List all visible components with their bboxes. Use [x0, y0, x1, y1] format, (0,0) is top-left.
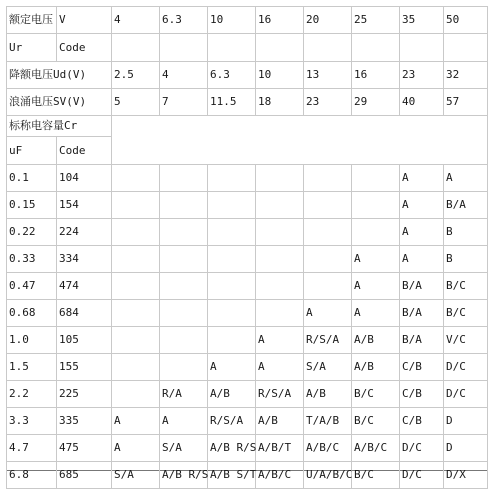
derated-voltage-value: 32 [444, 62, 488, 89]
case-size-cell: A/B [304, 381, 352, 408]
case-size-cell [256, 273, 304, 300]
case-size-cell: A/B R/S [208, 435, 256, 462]
case-size-cell [112, 381, 160, 408]
case-size-cell: B/A [400, 273, 444, 300]
capacitance-uf: 0.33 [7, 246, 57, 273]
case-size-cell: A/B/T [256, 435, 304, 462]
case-size-cell: B/C [444, 300, 488, 327]
ur-row [7, 34, 488, 62]
surge-voltage-value: 7 [160, 89, 208, 116]
case-size-cell: A [352, 246, 400, 273]
case-size-cell [304, 273, 352, 300]
table-row [7, 219, 488, 246]
table-row [7, 246, 488, 273]
capacitance-code: 104 [57, 165, 112, 192]
table-row [7, 327, 488, 354]
capacitance-uf: 3.3 [7, 408, 57, 435]
case-size-cell: B [444, 246, 488, 273]
capacitance-uf: 0.15 [7, 192, 57, 219]
surge-voltage-row [7, 89, 488, 116]
case-size-cell: A/B/C [256, 462, 304, 489]
case-size-cell: A [444, 165, 488, 192]
rated-voltage-unit: V [57, 7, 112, 34]
case-size-cell: V/C [444, 327, 488, 354]
case-size-cell [160, 354, 208, 381]
case-size-cell [304, 165, 352, 192]
capacitance-uf: 1.0 [7, 327, 57, 354]
case-size-cell: B [444, 219, 488, 246]
case-size-cell: D/C [400, 435, 444, 462]
case-size-cell [160, 327, 208, 354]
surge-voltage-value: 23 [304, 89, 352, 116]
case-size-cell: B/C [352, 462, 400, 489]
case-size-cell: A [400, 219, 444, 246]
surge-voltage-label: 浪涌电压SV(V) [7, 89, 112, 116]
empty-cell [352, 34, 400, 62]
case-size-cell: C/B [400, 408, 444, 435]
rated-voltage-value: 50 [444, 7, 488, 34]
empty-cell [256, 34, 304, 62]
case-size-cell: A [160, 408, 208, 435]
case-size-cell: R/A [160, 381, 208, 408]
ur-label: Ur [7, 34, 57, 62]
table-row [7, 354, 488, 381]
derated-voltage-value: 4 [160, 62, 208, 89]
case-size-cell: A/B/C [304, 435, 352, 462]
case-size-cell: A [304, 300, 352, 327]
rated-voltage-row [7, 7, 488, 34]
rated-voltage-value: 25 [352, 7, 400, 34]
capacitance-code: 155 [57, 354, 112, 381]
case-size-cell [304, 219, 352, 246]
capacitance-code: 474 [57, 273, 112, 300]
rated-voltage-label: 额定电压 [7, 7, 57, 34]
case-size-cell: D/X [444, 462, 488, 489]
case-size-cell [160, 165, 208, 192]
case-size-cell: B/A [400, 327, 444, 354]
rated-voltage-value: 10 [208, 7, 256, 34]
case-size-cell: C/B [400, 381, 444, 408]
case-size-cell: R/S/A [256, 381, 304, 408]
case-size-cell: D/C [444, 354, 488, 381]
table-row [7, 300, 488, 327]
table-row [7, 381, 488, 408]
rated-voltage-value: 6.3 [160, 7, 208, 34]
case-size-cell: A [352, 300, 400, 327]
case-size-cell: D [444, 435, 488, 462]
capacitance-code: 335 [57, 408, 112, 435]
case-size-cell: T/A/B [304, 408, 352, 435]
case-size-cell: D/C [444, 381, 488, 408]
case-size-cell: R/S/A [304, 327, 352, 354]
case-size-cell: A [112, 435, 160, 462]
case-size-cell: A [400, 165, 444, 192]
capacitance-uf: 4.7 [7, 435, 57, 462]
case-size-cell: A/B [352, 354, 400, 381]
derated-voltage-label: 降额电压Ud(V) [7, 62, 112, 89]
capacitance-code: 225 [57, 381, 112, 408]
capacitance-uf: 0.68 [7, 300, 57, 327]
surge-voltage-value: 11.5 [208, 89, 256, 116]
derated-voltage-value: 16 [352, 62, 400, 89]
case-size-cell [112, 327, 160, 354]
case-size-cell: A/B R/S [160, 462, 208, 489]
case-size-cell: A [400, 246, 444, 273]
derated-voltage-value: 10 [256, 62, 304, 89]
case-size-cell [160, 219, 208, 246]
table-row [7, 462, 488, 489]
cap-code-label: Code [57, 137, 112, 165]
case-size-cell: A [400, 192, 444, 219]
empty-cell [112, 34, 160, 62]
case-size-cell: A/B [208, 381, 256, 408]
case-size-cell: A [352, 273, 400, 300]
case-size-cell: U/A/B/C [304, 462, 352, 489]
surge-voltage-value: 18 [256, 89, 304, 116]
rated-voltage-value: 20 [304, 7, 352, 34]
derated-voltage-value: 2.5 [112, 62, 160, 89]
case-size-cell [256, 300, 304, 327]
case-size-cell [112, 192, 160, 219]
surge-voltage-value: 57 [444, 89, 488, 116]
case-size-cell: A/B [352, 327, 400, 354]
empty-cell [304, 34, 352, 62]
capacitance-uf: 2.2 [7, 381, 57, 408]
capacitance-code: 105 [57, 327, 112, 354]
case-size-cell [256, 165, 304, 192]
nominal-capacitance-row [7, 116, 488, 137]
capacitance-code: 684 [57, 300, 112, 327]
case-size-cell [160, 246, 208, 273]
case-size-cell [352, 165, 400, 192]
case-size-cell [352, 219, 400, 246]
table-row [7, 435, 488, 462]
case-size-cell: B/C [444, 273, 488, 300]
surge-voltage-value: 40 [400, 89, 444, 116]
case-size-cell [352, 192, 400, 219]
capacitance-uf: 0.22 [7, 219, 57, 246]
case-size-cell [208, 246, 256, 273]
derated-voltage-value: 6.3 [208, 62, 256, 89]
case-size-cell [208, 165, 256, 192]
derated-voltage-row [7, 62, 488, 89]
capacitance-uf: 6.8 [7, 462, 57, 489]
case-size-cell: B/C [352, 408, 400, 435]
rated-voltage-value: 16 [256, 7, 304, 34]
case-size-cell [208, 300, 256, 327]
case-size-cell: B/C [352, 381, 400, 408]
case-size-cell [112, 273, 160, 300]
case-size-cell: A [208, 354, 256, 381]
case-size-cell: S/A [160, 435, 208, 462]
derated-voltage-value: 23 [400, 62, 444, 89]
table-row [7, 273, 488, 300]
capacitance-header-blank [112, 116, 488, 165]
case-size-cell [304, 192, 352, 219]
case-size-cell: B/A [444, 192, 488, 219]
case-size-cell [208, 192, 256, 219]
capacitance-code: 224 [57, 219, 112, 246]
table-row [7, 192, 488, 219]
case-size-cell [112, 354, 160, 381]
capacitance-code: 334 [57, 246, 112, 273]
rated-voltage-value: 35 [400, 7, 444, 34]
case-size-cell: C/B [400, 354, 444, 381]
case-size-cell: B/A [400, 300, 444, 327]
empty-cell [160, 34, 208, 62]
case-size-cell: A [256, 354, 304, 381]
case-size-cell [256, 192, 304, 219]
case-size-cell [256, 246, 304, 273]
surge-voltage-value: 5 [112, 89, 160, 116]
capacitor-code-table [6, 6, 488, 489]
derated-voltage-value: 13 [304, 62, 352, 89]
table-body [7, 7, 488, 165]
case-size-cell: A/B S/T [208, 462, 256, 489]
case-size-cell [304, 246, 352, 273]
case-size-cell: S/A [112, 462, 160, 489]
case-size-cell: A [112, 408, 160, 435]
case-size-cell: D/C [400, 462, 444, 489]
case-size-cell [256, 219, 304, 246]
capacitor-spec-sheet [6, 6, 488, 481]
capacitance-code: 154 [57, 192, 112, 219]
empty-cell [208, 34, 256, 62]
case-size-cell [208, 219, 256, 246]
capacitance-uf: 0.1 [7, 165, 57, 192]
case-size-cell: R/S/A [208, 408, 256, 435]
case-size-cell [112, 219, 160, 246]
case-size-cell [112, 300, 160, 327]
capacitance-uf: 0.47 [7, 273, 57, 300]
rated-voltage-value: 4 [112, 7, 160, 34]
ur-code-label: Code [57, 34, 112, 62]
case-size-cell [160, 273, 208, 300]
case-size-cell: A/B/C [352, 435, 400, 462]
case-size-cell: D [444, 408, 488, 435]
table-row [7, 408, 488, 435]
case-size-cell [160, 192, 208, 219]
case-size-cell [208, 273, 256, 300]
case-size-cell: A/B [256, 408, 304, 435]
empty-cell [444, 34, 488, 62]
capacitance-code: 475 [57, 435, 112, 462]
case-size-cell [160, 300, 208, 327]
case-size-cell [112, 165, 160, 192]
case-size-cell: A [256, 327, 304, 354]
capacitance-uf: 1.5 [7, 354, 57, 381]
table-row [7, 165, 488, 192]
cap-unit-label: uF [7, 137, 57, 165]
data-rows [7, 165, 488, 489]
case-size-cell [208, 327, 256, 354]
nominal-capacitance-label: 标称电容量Cr [7, 116, 112, 137]
case-size-cell [112, 246, 160, 273]
surge-voltage-value: 29 [352, 89, 400, 116]
case-size-cell: S/A [304, 354, 352, 381]
empty-cell [400, 34, 444, 62]
capacitance-code: 685 [57, 462, 112, 489]
